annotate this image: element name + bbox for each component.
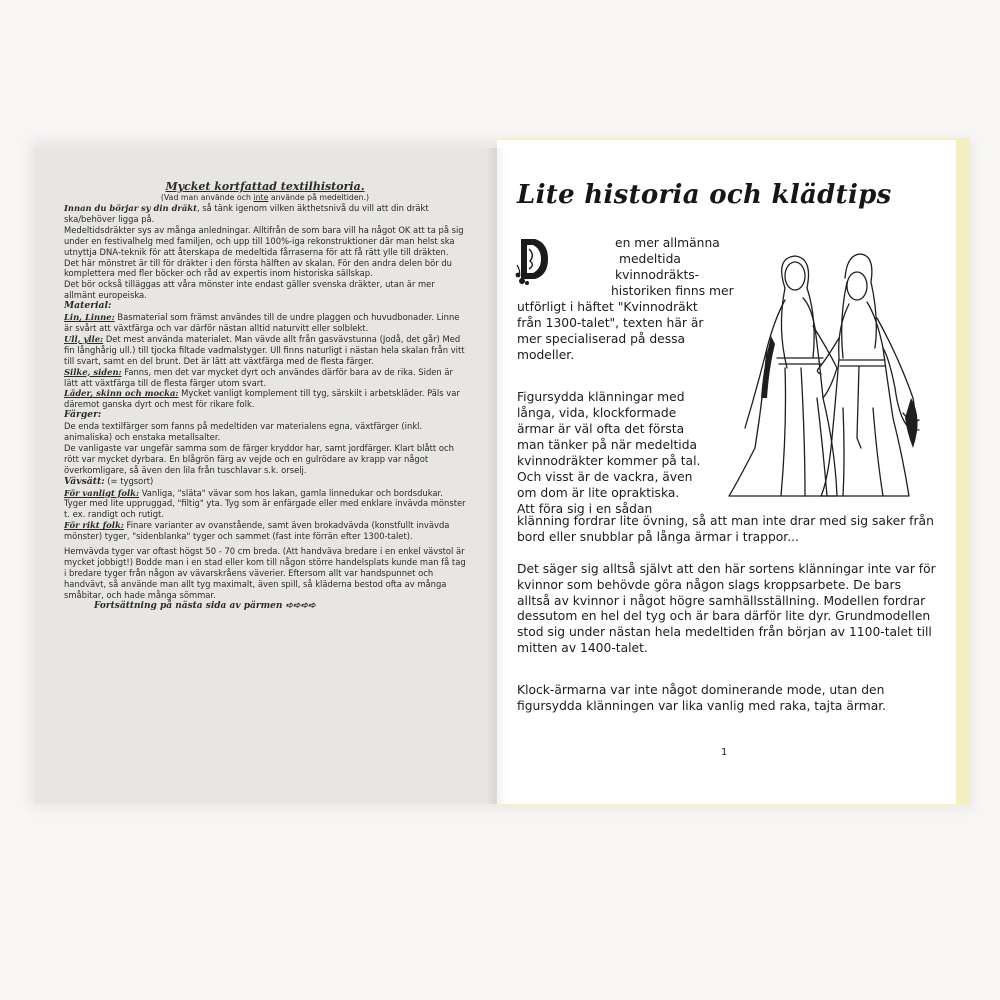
- paragraph-sleeves-line-5: kvinnodräkter kommer på tal.: [517, 454, 701, 468]
- paragraph-intro-line-6: från 1300-talet", texten här är: [517, 316, 704, 330]
- paragraph-intro-line-3: kvinnodräkts-: [615, 268, 700, 282]
- paragraph-hemvavda: Hemvävda tyger var oftast högst 50 - 70 cm breda. (Att handväva bredare i en enkel vävstol är mycket jobbigt!) Bodde man i en stad eller kom till någon större handelsplats kunde man få tag i bredare tyger från någon av vävarskråens väverier. Eftersom allt var handspunnet och handvävt, så använde man allt tyg maximalt, även spill, så kläderna bestod ofta av många småbitar, och hade många sömmar.: [64, 546, 466, 600]
- paragraph-scale: Det här mönstret är till för dräkter i den första hälften av skalan. För den andra delen bör du komplettera med fler böcker och råd av expertis inom historiska sällskap.: [64, 257, 452, 279]
- paragraph-intro-line-2: medeltida: [619, 252, 681, 266]
- paragraph-sleeves-line-1: Figursydda klänningar med: [517, 390, 685, 404]
- material-silke: Silke, siden: Fanns, men det var mycket dyrt och användes därför bara av de rika. Siden är lätt att växtfärga till de flesta färger utom svart.: [64, 366, 453, 388]
- paragraph-intro-line-4: historiken finns mer: [611, 284, 734, 298]
- decorated-drop-cap-d: [515, 235, 551, 285]
- paragraph-sleeves-line-4: man tänker på när medeltida: [517, 438, 698, 452]
- paragraph-social-status: Det säger sig alltså självt att den här sortens klänningar inte var för kvinnor som behövde göra någon slags kroppsarbete. De bars alltså av kvinnor i något högre samhällsställning. Modellen fordrar dessutom en hel del tyg och är bara därför lite dyr. Grundmodellen stod sig under nästan hela medeltiden från början av 1100-talet till mitten av 1400-talet.: [517, 562, 936, 655]
- vavsatt-heading: Vävsätt: (= tygsort): [64, 475, 154, 487]
- paragraph-sleeves-line-3: ärmar är väl ofta det första: [517, 422, 685, 436]
- left-page-subtitle: (Vad man använde och inte använde på medeltiden.): [160, 193, 370, 202]
- paragraph-intro-line-5: utförligt i häftet "Kvinnodräkt: [517, 300, 698, 314]
- paragraph-intro-line-1: en mer allmänna: [615, 236, 720, 250]
- material-lader: Läder, skinn och mocka: Mycket vanligt komplement till tyg, särskilt i arbetskläder. Päls var däremot ganska dyrt och mest för rikare folk.: [64, 388, 460, 410]
- material-heading: Material:: [64, 300, 112, 312]
- paragraph-bell-sleeves: Klock-ärmarna var inte något dominerande mode, utan den figursydda klänningen var lika vanlig med raka, tajta ärmar.: [517, 683, 887, 713]
- paragraph-sleeves-line-8: Att föra sig i en sådan: [517, 502, 653, 516]
- farger-paragraph-2: De vanligaste var ungefär samma som de färger kryddor har, samt jordfärger. Klart blått och rött var mycket dyrbara. En blågrön färg av vejde och en gulrödare av krapp var något överkomligare, så även den lila från tuschlavar s.k. orselj.: [64, 442, 454, 475]
- left-page: [34, 148, 496, 804]
- paragraph-intro-line-7: mer specialiserad på dessa: [517, 332, 686, 346]
- paragraph-sleeves-continued: klänning fordrar lite övning, så att man inte drar med sig saker från bord eller snubblar på långa ärmar i trappor...: [517, 514, 934, 544]
- right-page: [497, 140, 956, 804]
- booklet-spine: [486, 148, 508, 804]
- vavsatt-vanligt: För vanligt folk: Vanliga, "släta" vävar som hos lakan, gamla linnedukar och bordsdukar. Tyger med lite uppruggad, "filtig" yta. Tyg som är enfärgade eller med enklare invävda mönster t. ex. randigt och rutigt.: [64, 487, 466, 520]
- paragraph-intro-line-8: modeller.: [517, 348, 575, 362]
- paragraph-sleeves-line-7: om dom är lite opraktiska.: [517, 486, 680, 500]
- vavsatt-rikt: För rikt folk: Finare varianter av ovanstående, samt även brokadvävda (konstfullt invävda mönster) tyger, "sidenblanka" tyger och sammet (fast inte förrän efter 1300-talet).: [64, 520, 450, 542]
- material-ull: Ull, ylle: Det mest använda materialet. Man vävde allt från gasvävstunna (Jodå, det går) Med fin långhårig ull.) till tjocka filtade vadmalstyger. Ull finns naturligt i nästan hela skalan från vitt till svart, samt en del brunt. Det är lätt att växtfärga med de flesta färger.: [64, 333, 465, 366]
- right-page-title: Lite historia och klädtips: [517, 180, 892, 210]
- left-page-title: Mycket kortfattad textilhistoria.: [165, 180, 365, 193]
- farger-heading: Färger:: [64, 409, 102, 421]
- intro-paragraph: Innan du börjar sy din dräkt, så tänk igenom vilken äkthetsnivå du vill att din dräkt ska/behöver ligga på.: [64, 203, 429, 224]
- continuation-note: Fortsättning på nästa sida av pärmen ➪➪➪➪: [94, 600, 316, 611]
- paragraph-european: Det bör också tilläggas att våra mönster inte endast gäller svenska dräkter, utan är mer allmänt europeiska.: [64, 279, 435, 301]
- paragraph-sleeves-line-6: Och visst är de vackra, även: [517, 470, 693, 484]
- paragraph-sleeves-line-2: långa, vida, klockformade: [517, 406, 677, 420]
- page-number: 1: [721, 747, 728, 758]
- farger-paragraph-1: De enda textilfärger som fanns på medeltiden var materialens egna, växtfärger (inkl. animaliska) och enstaka metallsalter.: [64, 421, 423, 443]
- paragraph-reasons: Medeltidsdräkter sys av många anledningar. Alltifrån de som bara vill ha något OK att ta på sig under en festivalhelg med familjen, och upp till 100%-iga rekonstruktioner där man helst ska utnyttja DNA-teknik för att återskapa de medeltida fårraserna för att få rätt ylle till dräkten.: [64, 224, 464, 257]
- left-page-text: [64, 180, 466, 612]
- material-linne: Lin, Linne: Basmaterial som främst användes till de undre plaggen och huvudbonader. Linne är svårt att växtfärga och var därför nästan alltid naturvitt eller solblekt.: [64, 312, 460, 333]
- medieval-women-illustration: [727, 248, 923, 506]
